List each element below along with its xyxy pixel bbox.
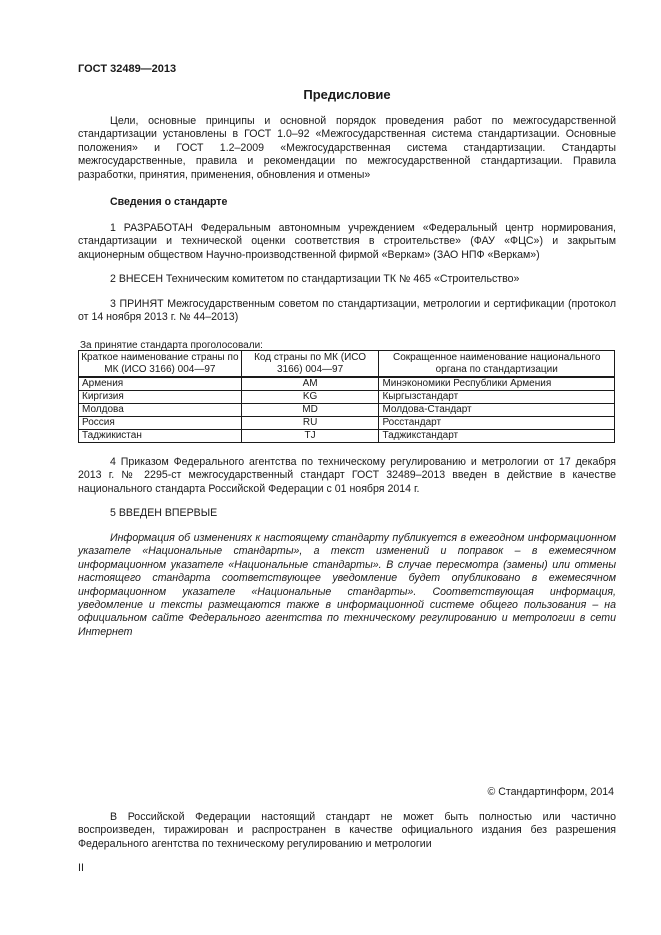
table-cell-code: MD xyxy=(241,404,379,417)
item-introduced: 2 ВНЕСЕН Техническим комитетом по стандартизации ТК № 465 «Строительство» xyxy=(110,273,520,285)
table-cell-code: TJ xyxy=(241,430,379,443)
table-cell-body: Минэкономики Республики Армения xyxy=(379,377,615,391)
table-cell-country: Россия xyxy=(79,417,242,430)
item-order: 4 Приказом Федерального агентства по техническому регулированию и метрологии от 17 декабря 2013 г. № 2295-ст межгосударственный стандарт ГОСТ 32489–2013 введен в действие в качестве национального стандарта Российской Федерации с 01 ноября 2014 г. xyxy=(78,456,616,495)
table-caption: За принятие стандарта проголосовали: xyxy=(80,340,263,351)
table-cell-body: Таджикстандарт xyxy=(379,430,615,443)
table-row xyxy=(79,391,615,404)
table-cell-body: Кыргызстандарт xyxy=(379,391,615,404)
copyright: © Стандартинформ, 2014 xyxy=(487,786,614,798)
table-cell-body: Росстандарт xyxy=(379,417,615,430)
table-header-body: Сокращенное наименование национального органа по стандартизации xyxy=(379,351,615,378)
table-cell-country: Киргизия xyxy=(79,391,242,404)
table-row xyxy=(79,377,615,391)
voting-table xyxy=(78,350,615,443)
info-note: Информация об изменениях к настоящему стандарту публикуется в ежегодном информационном указателе «Национальные стандарты», а текст изменений и поправок – в ежемесячном информационном указателе «Национальные стандарты». В случае пересмотра (замены) или отмены настоящего стандарта соответствующее уведомление будет опубликовано в ежемесячном информационном указателе «Национальные стандарты». Соответствующая информация, уведомление и тексты размещаются также в информационной системе общего пользования – на официальном сайте Федерального агентства по техническому регулированию и метрологии в сети Интернет xyxy=(78,532,616,638)
table-header-code: Код страны по МК (ИСО 3166) 004—97 xyxy=(241,351,379,378)
table-header-country: Краткое наименование страны по МК (ИСО 3166) 004—97 xyxy=(79,351,242,378)
table-cell-country: Таджикистан xyxy=(79,430,242,443)
table-cell-country: Армения xyxy=(79,377,242,391)
table-cell-code: KG xyxy=(241,391,379,404)
page-title: Предисловие xyxy=(303,87,391,102)
page-number: II xyxy=(78,862,84,874)
standard-code: ГОСТ 32489—2013 xyxy=(78,63,177,75)
table-cell-country: Молдова xyxy=(79,404,242,417)
table-row xyxy=(79,417,615,430)
table-cell-code: AM xyxy=(241,377,379,391)
section-heading: Сведения о стандарте xyxy=(110,196,228,208)
item-developed: 1 РАЗРАБОТАН Федеральным автономным учреждением «Федеральный центр нормирования, стандартизации и технической оценки соответствия в строительстве» (ФАУ «ФЦС») и закрытым акционерным обществом Научно-производственной фирмой «Веркам» (ЗАО НПФ «Веркам») xyxy=(78,222,616,261)
intro-paragraph: Цели, основные принципы и основной порядок проведения работ по межгосударственной стандартизации установлены в ГОСТ 1.0–92 «Межгосударственная система стандартизации. Основные положения» и ГОСТ 1.2–2009 «Межгосударственная система стандартизации. Стандарты межгосударственные, правила и рекомендации по межгосударственной стандартизации. Правила разработки, принятия, применения, обновления и отмены» xyxy=(78,115,616,181)
item-first-time: 5 ВВЕДЕН ВПЕРВЫЕ xyxy=(110,507,218,519)
table-cell-code: RU xyxy=(241,417,379,430)
reproduction-notice: В Российской Федерации настоящий стандарт не может быть полностью или частично воспроизведен, тиражирован и распространен в качестве официального издания без разрешения Федерального агентства по техническому регулированию и метрологии xyxy=(78,811,616,850)
table-row xyxy=(79,430,615,443)
table-header-row xyxy=(79,351,615,378)
item-adopted: 3 ПРИНЯТ Межгосударственным советом по стандартизации, метрологии и сертификации (протокол от 14 ноября 2013 г. № 44–2013) xyxy=(78,298,616,324)
table-cell-body: Молдова-Стандарт xyxy=(379,404,615,417)
table-row xyxy=(79,404,615,417)
